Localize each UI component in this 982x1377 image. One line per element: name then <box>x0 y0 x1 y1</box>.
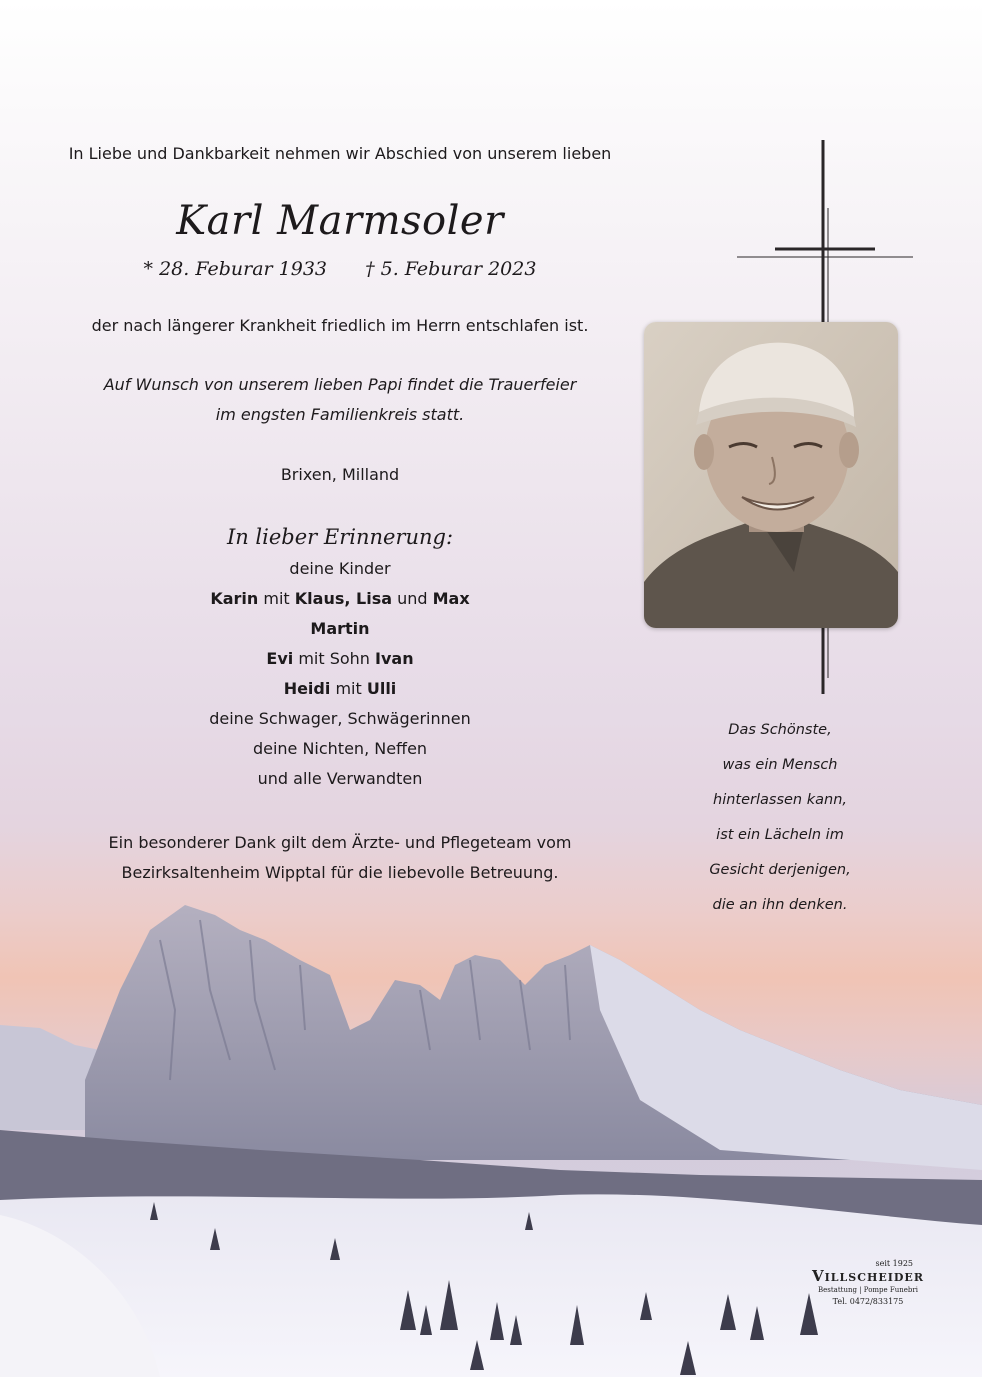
deceased-name: Karl Marmsoler <box>176 198 504 244</box>
life-dates <box>40 258 640 280</box>
death-date: † 5. Feburar 2023 <box>365 258 537 280</box>
mourners-block <box>40 520 640 794</box>
thanks-line-2: Bezirksaltenheim Wipptal für die liebevolle Betreuung. <box>121 863 559 882</box>
quote-line-2: was ein Mensch <box>722 757 838 773</box>
intro-text: In Liebe und Dankbarkeit nehmen wir Abschied von unserem lieben <box>68 144 612 163</box>
ceremony-line-2: im engsten Familienkreis statt. <box>215 405 465 424</box>
quote-line-6: die an ihn denken. <box>712 897 848 913</box>
ceremony-line-1: Auf Wunsch von unserem lieben Papi findet die Trauerfeier <box>103 375 577 394</box>
birth-date: * 28. Feburar 1933 <box>143 258 328 280</box>
thanks-text <box>40 828 640 888</box>
logo-since: seit 1925 <box>875 1259 913 1268</box>
place-text: Brixen, Milland <box>280 465 400 484</box>
mourner-karin: Karin <box>210 589 259 608</box>
logo-tagline: Bestattung | Pompe Funebri <box>817 1286 918 1294</box>
passing-text: der nach längerer Krankheit friedlich im Herrn entschlafen ist. <box>91 316 589 335</box>
mourner-line-3 <box>40 644 640 674</box>
joiner: und <box>392 589 433 608</box>
in-laws-line: deine Schwager, Schwägerinnen <box>209 709 471 728</box>
joiner: mit Sohn <box>293 649 376 668</box>
funeral-home-logo <box>795 1259 941 1308</box>
mourner-ulli: Ulli <box>366 679 397 698</box>
quote-line-5: Gesicht derjenigen, <box>709 862 851 878</box>
ceremony-text <box>40 370 640 430</box>
thanks-line-1: Ein besonderer Dank gilt dem Ärzte- und Pflegeteam vom <box>108 833 572 852</box>
logo-phone: Tel. 0472/833175 <box>832 1297 904 1306</box>
portrait-photo <box>644 322 898 628</box>
quote-line-1: Das Schönste, <box>728 722 832 738</box>
joiner: mit <box>258 589 295 608</box>
children-label: deine Kinder <box>289 559 391 578</box>
nieces-line: deine Nichten, Neffen <box>252 739 428 758</box>
quote-line-3: hinterlassen kann, <box>713 792 847 808</box>
quote-line-4: ist ein Lächeln im <box>716 827 844 843</box>
mourner-evi: Evi <box>266 649 294 668</box>
joiner: mit <box>330 679 367 698</box>
mourner-line-4 <box>40 674 640 704</box>
mourner-line-1 <box>40 584 640 614</box>
mourner-klaus-lisa: Klaus, Lisa <box>294 589 393 608</box>
mourner-line-2 <box>40 614 640 644</box>
relatives-line: und alle Verwandten <box>257 769 423 788</box>
mourner-martin: Martin <box>310 619 370 638</box>
memorial-quote <box>680 713 880 923</box>
mourner-heidi: Heidi <box>283 679 331 698</box>
mourner-max: Max <box>432 589 470 608</box>
logo-name: Villscheider <box>812 1267 924 1285</box>
mourners-heading: In lieber Erinnerung: <box>226 525 454 549</box>
mourner-ivan: Ivan <box>375 649 414 668</box>
